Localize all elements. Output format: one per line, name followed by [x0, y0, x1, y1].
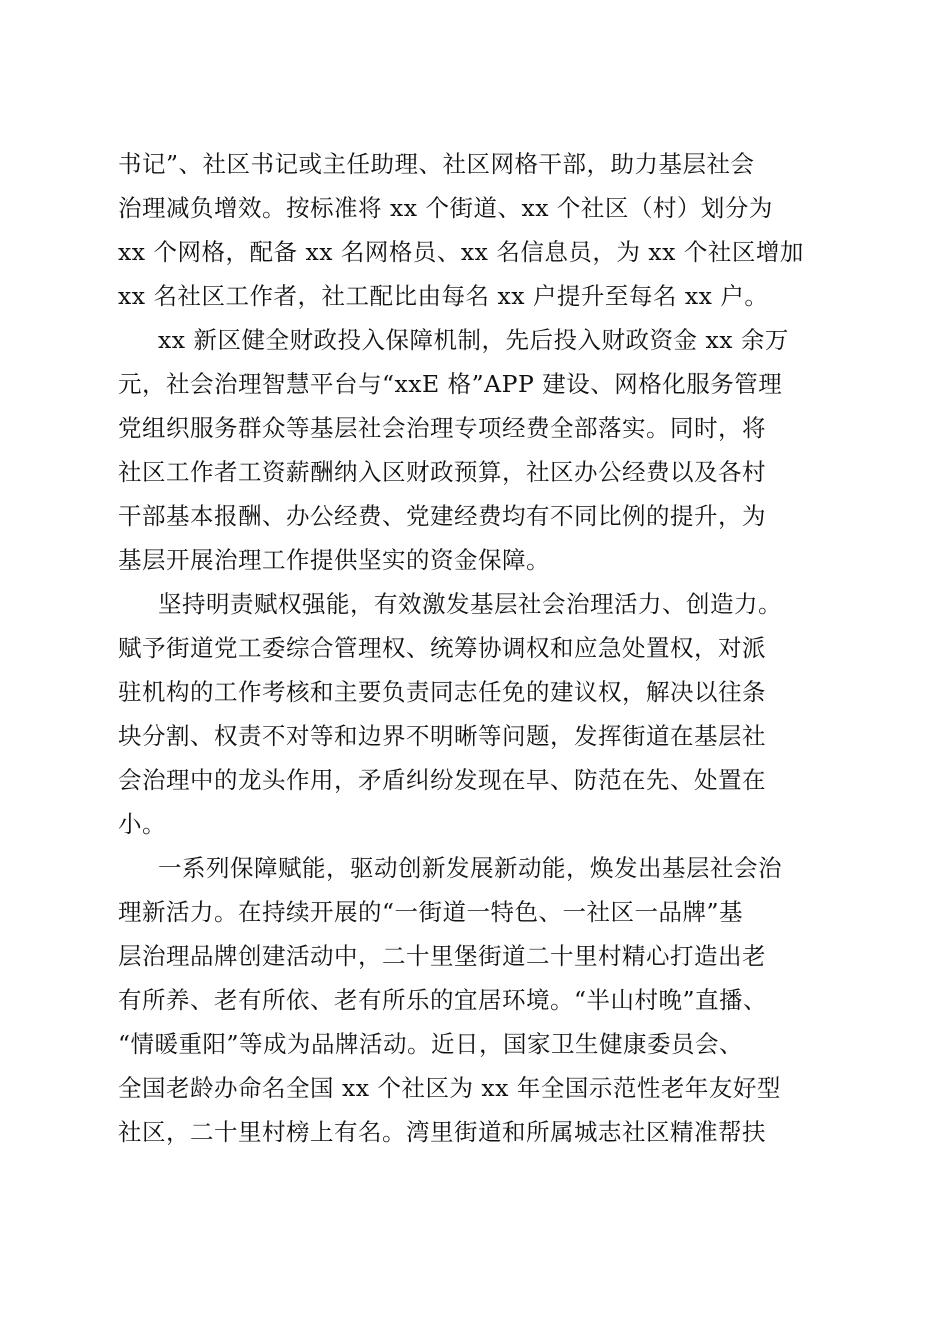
- text-line: 有所养、老有所依、老有所乐的宜居环境。“半山村晚”直播、: [118, 986, 768, 1014]
- text-line: 治理减负增效。按标准将 xx 个街道、xx 个社区（村）划分为: [118, 194, 773, 222]
- text-line: 党组织服务群众等基层社会治理专项经费全部落实。同时，将: [118, 414, 766, 442]
- text-line: 社区工作者工资薪酬纳入区财政预算，社区办公经费以及各村: [118, 458, 766, 486]
- text-line: 块分割、权责不对等和边界不明晰等问题，发挥街道在基层社: [118, 722, 766, 750]
- text-line: 理新活力。在持续开展的“一街道一特色、一社区一品牌”基: [118, 898, 744, 926]
- text-line: 干部基本报酬、办公经费、党建经费均有不同比例的提升，为: [118, 502, 766, 530]
- text-line: 元，社会治理智慧平台与“xxE 格”APP 建设、网格化服务管理: [118, 370, 783, 398]
- paragraph-first-line: xx 新区健全财政投入保障机制，先后投入财政资金 xx 余万: [158, 326, 789, 354]
- text-line: 小。: [118, 810, 166, 838]
- text-line: 基层开展治理工作提供坚实的资金保障。: [118, 546, 550, 574]
- text-line: “情暖重阳”等成为品牌活动。近日，国家卫生健康委员会、: [118, 1030, 744, 1058]
- text-line: xx 个网格，配备 xx 名网格员、xx 名信息员，为 xx 个社区增加: [118, 238, 804, 266]
- text-line: 社区，二十里村榜上有名。湾里街道和所属城志社区精准帮扶: [118, 1118, 766, 1146]
- text-line: 会治理中的龙头作用，矛盾纠纷发现在早、防范在先、处置在: [118, 766, 766, 794]
- text-line: xx 名社区工作者，社工配比由每名 xx 户提升至每名 xx 户。: [118, 282, 769, 310]
- text-line: 书记”、社区书记或主任助理、社区网格干部，助力基层社会: [118, 150, 755, 178]
- paragraph-first-line: 坚持明责赋权强能，有效激发基层社会治理活力、创造力。: [158, 590, 782, 618]
- text-line: 层治理品牌创建活动中，二十里堡街道二十里村精心打造出老: [118, 942, 766, 970]
- text-line: 全国老龄办命名全国 xx 个社区为 xx 年全国示范性老年友好型: [118, 1074, 781, 1102]
- text-line: 赋予街道党工委综合管理权、统筹协调权和应急处置权，对派: [118, 634, 766, 662]
- text-line: 驻机构的工作考核和主要负责同志任免的建议权，解决以往条: [118, 678, 766, 706]
- paragraph-first-line: 一系列保障赋能，驱动创新发展新动能，焕发出基层社会治: [158, 854, 782, 882]
